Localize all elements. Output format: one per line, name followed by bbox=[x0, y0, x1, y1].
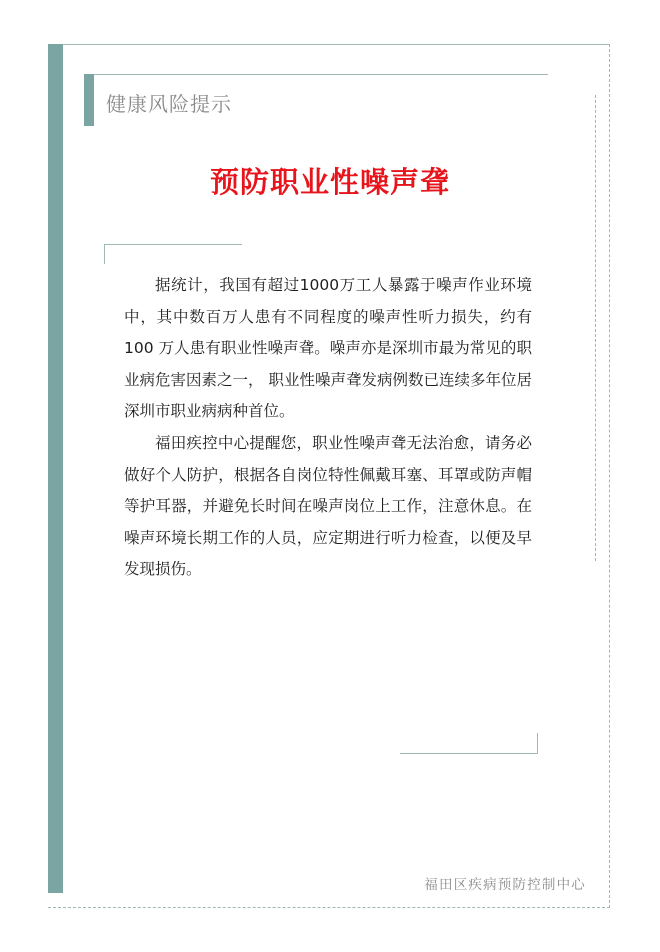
frame-bottom-dashed-border bbox=[48, 907, 610, 908]
corner-bracket-top-left-vertical bbox=[104, 244, 105, 264]
paragraph-advice: 福田疾控中心提醒您，职业性噪声聋无法治愈，请务必做好个人防护，根据各自岗位特性佩戴耳塞、耳罩或防声帽等护耳器，并避免长时间在噪声岗位上工作，注意休息。在噪声环境长期工作的人员，应定期进行听力检查，以便及早发现损伤。 bbox=[124, 433, 532, 579]
corner-bracket-bottom-right bbox=[400, 753, 538, 754]
article-body bbox=[124, 270, 532, 586]
corner-bracket-top-left bbox=[104, 244, 242, 245]
paragraph-statistics: 据统计，我国有超过1000万工人暴露于噪声作业环境中，其中数百万人患有不同程度的噪声性听力损失，约有100 万人患有职业性噪声聋。噪声亦是深圳市最为常见的职业病危害因素之一， 职业性噪声聋发病例数已连续多年位居深圳市职业病病种首位。 bbox=[124, 276, 532, 421]
corner-bracket-bottom-right-vertical bbox=[537, 733, 538, 754]
header-accent-block bbox=[84, 74, 94, 126]
frame-top-border bbox=[63, 44, 609, 45]
page-title: 预防职业性噪声聋 bbox=[209, 165, 450, 199]
header-divider-line bbox=[94, 74, 548, 75]
footer-organization: 福田区疾病预防控制中心 bbox=[424, 877, 586, 893]
section-header-title: 健康风险提示 bbox=[106, 92, 232, 116]
